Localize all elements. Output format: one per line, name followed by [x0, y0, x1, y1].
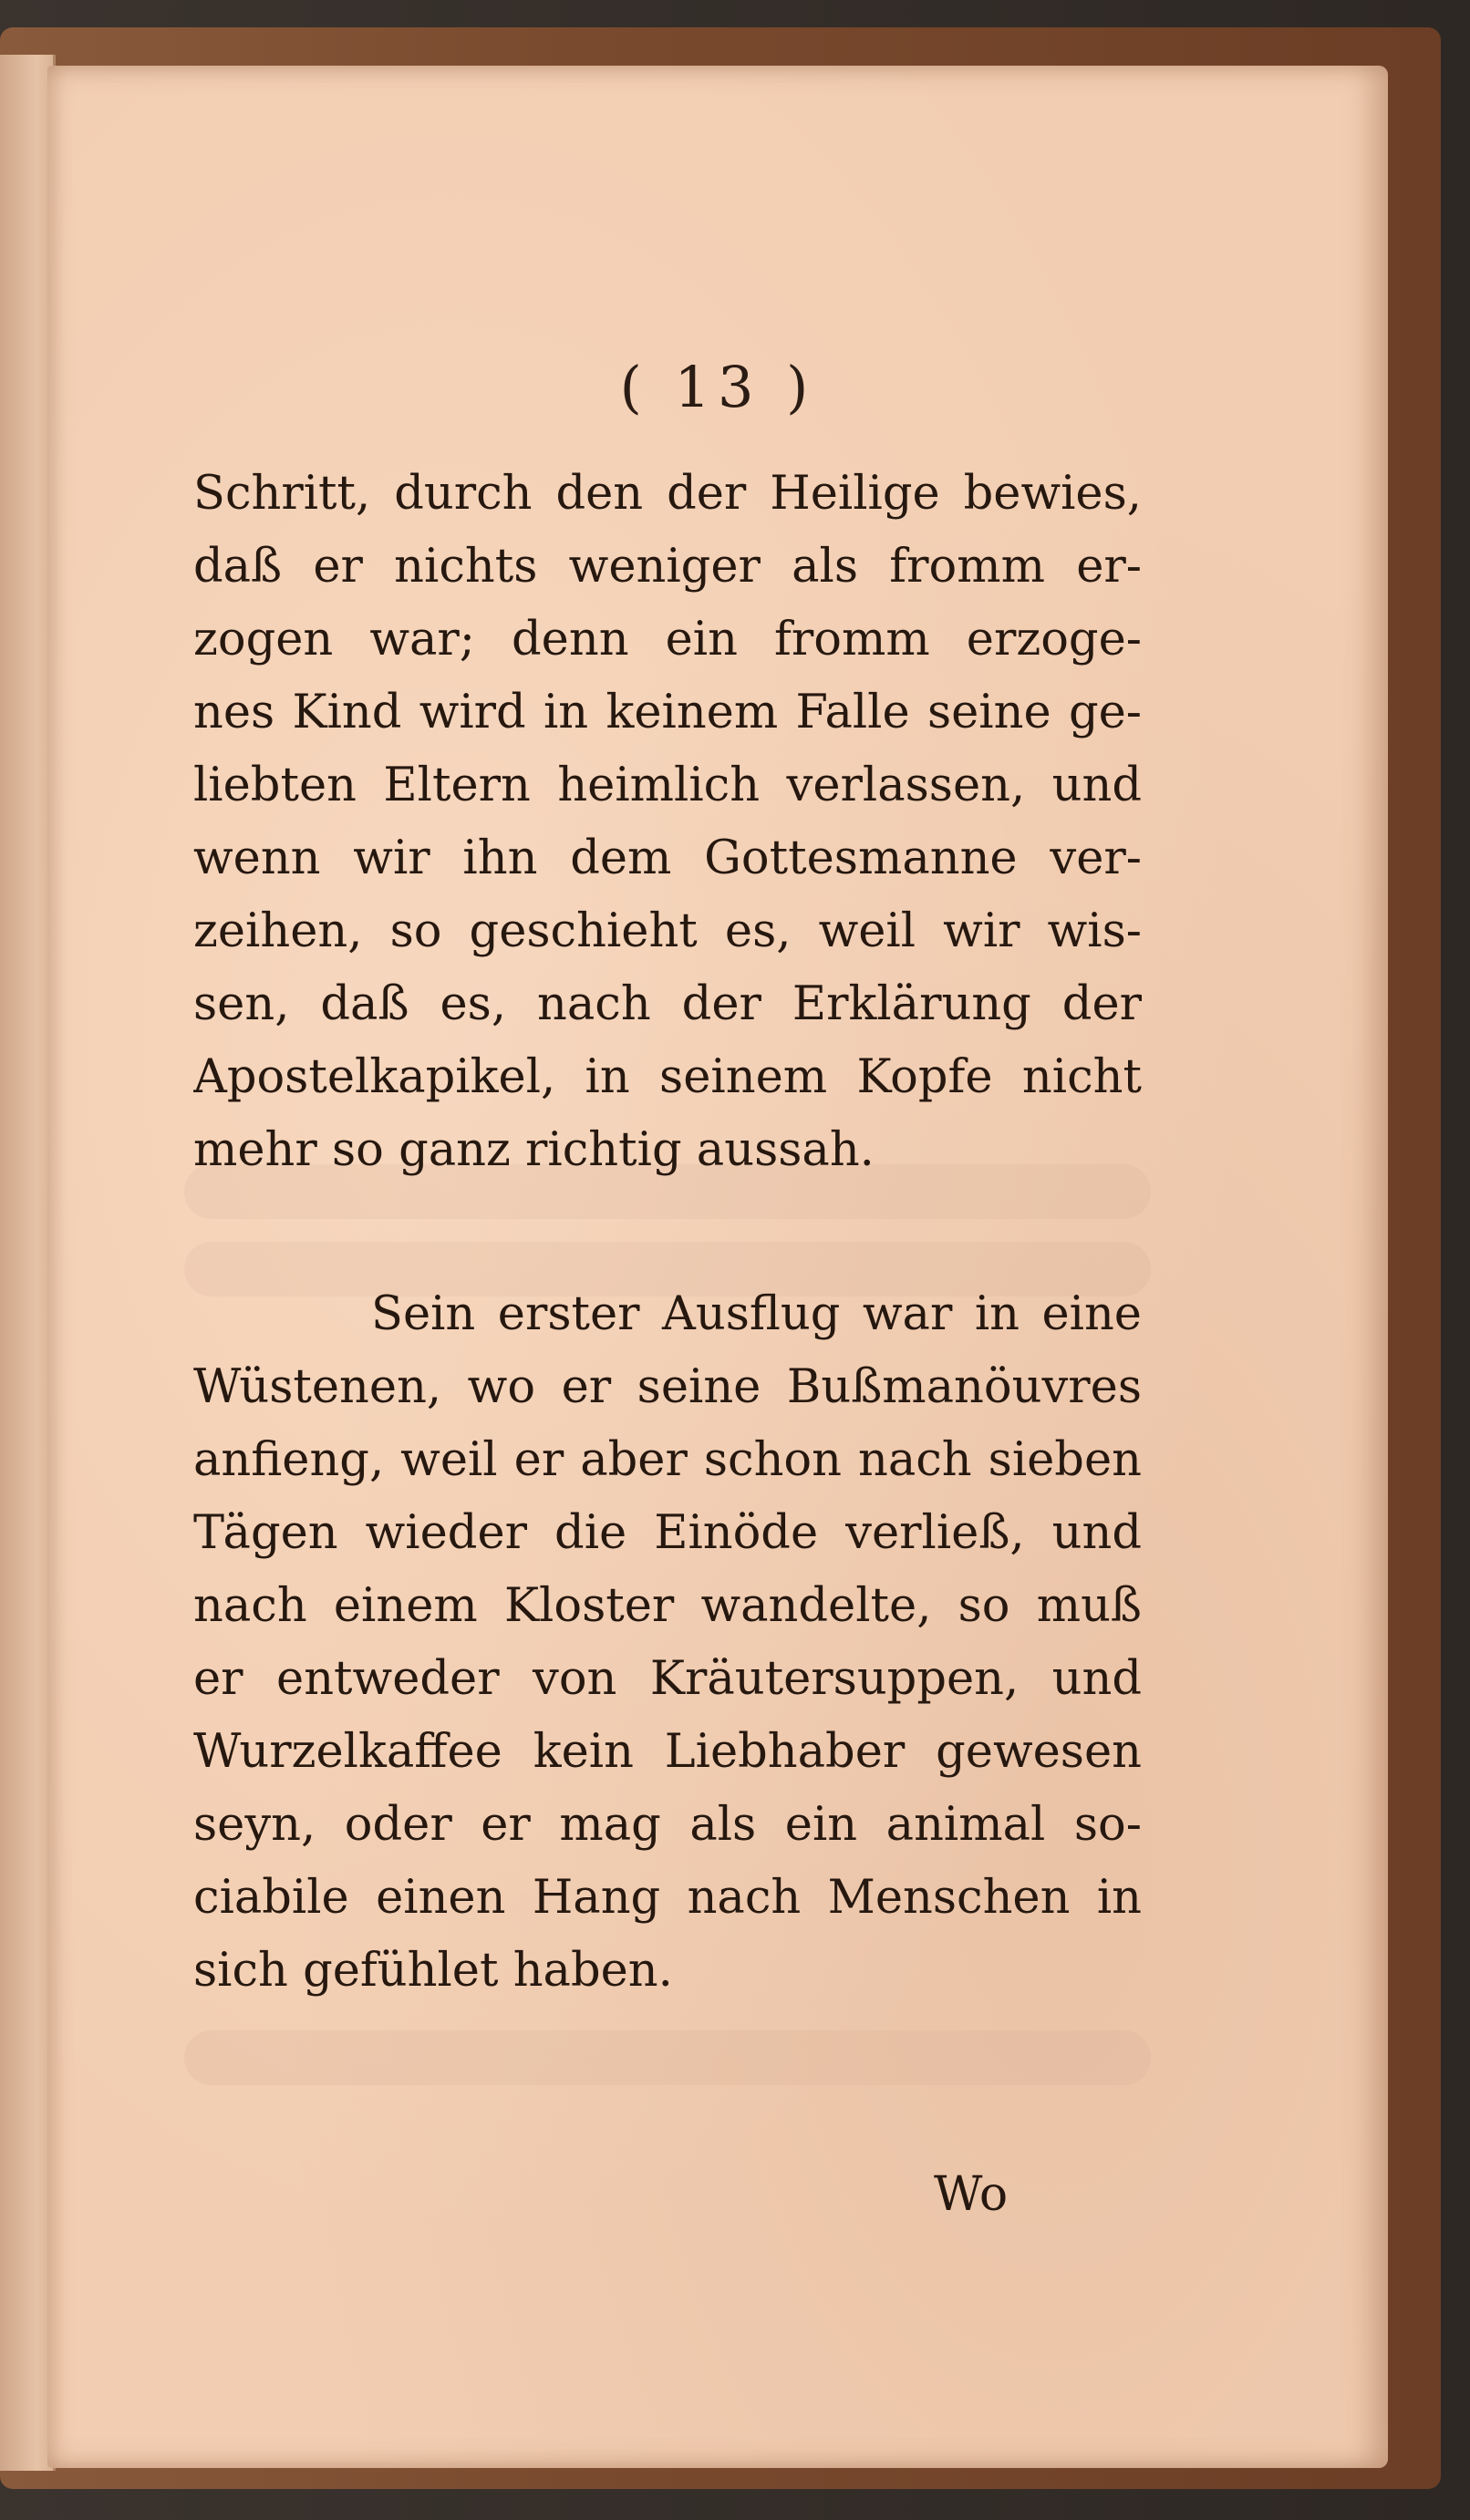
paragraph-2	[193, 1278, 1142, 2008]
text-line: sen, daß es, nach der Erklärung der	[193, 977, 1142, 1031]
text-line: Sein erster Ausflug war in eine	[371, 1287, 1142, 1341]
text-line: nes Kind wird in keinem Falle seine ge-	[193, 686, 1142, 739]
text-line: Schritt, durch den der Heilige bewies,	[193, 467, 1142, 521]
text-line: Wurzelkaffee kein Liebhaber gewesen	[193, 1725, 1142, 1779]
text-line: mehr so ganz richtig aussah.	[193, 1123, 875, 1177]
book-page	[47, 66, 1388, 2468]
text-line: er entweder von Kräutersuppen, und	[193, 1652, 1142, 1706]
text-line: anfieng, weil er aber schon nach sieben	[193, 1433, 1142, 1487]
text-line: zogen war; denn ein fromm erzoge-	[193, 613, 1142, 666]
catchword: Wo	[934, 2167, 1009, 2222]
text-line: daß er nichts weniger als fromm er-	[193, 540, 1142, 594]
text-line: seyn, oder er mag als ein animal so-	[193, 1798, 1142, 1852]
text-line: nach einem Kloster wandelte, so muß	[193, 1579, 1142, 1633]
paragraph-1	[193, 458, 1142, 1187]
text-line: sich gefühlet haben.	[193, 1944, 673, 1998]
text-line: wenn wir ihn dem Gottesmanne ver-	[193, 831, 1142, 885]
text-line: liebten Eltern heimlich verlassen, und	[193, 759, 1142, 812]
text-line: Apostelkapikel, in seinem Kopfe nicht	[193, 1050, 1142, 1104]
page-number: ( 13 )	[619, 354, 816, 420]
text-line: zeihen, so geschieht es, weil wir wis-	[193, 904, 1142, 958]
show-through	[184, 2030, 1151, 2085]
text-line: Wüstenen, wo er seine Bußmanöuvres	[193, 1360, 1142, 1414]
text-line: ciabile einen Hang nach Menschen in	[193, 1871, 1142, 1925]
text-line: Tägen wieder die Einöde verließ, und	[193, 1506, 1142, 1560]
